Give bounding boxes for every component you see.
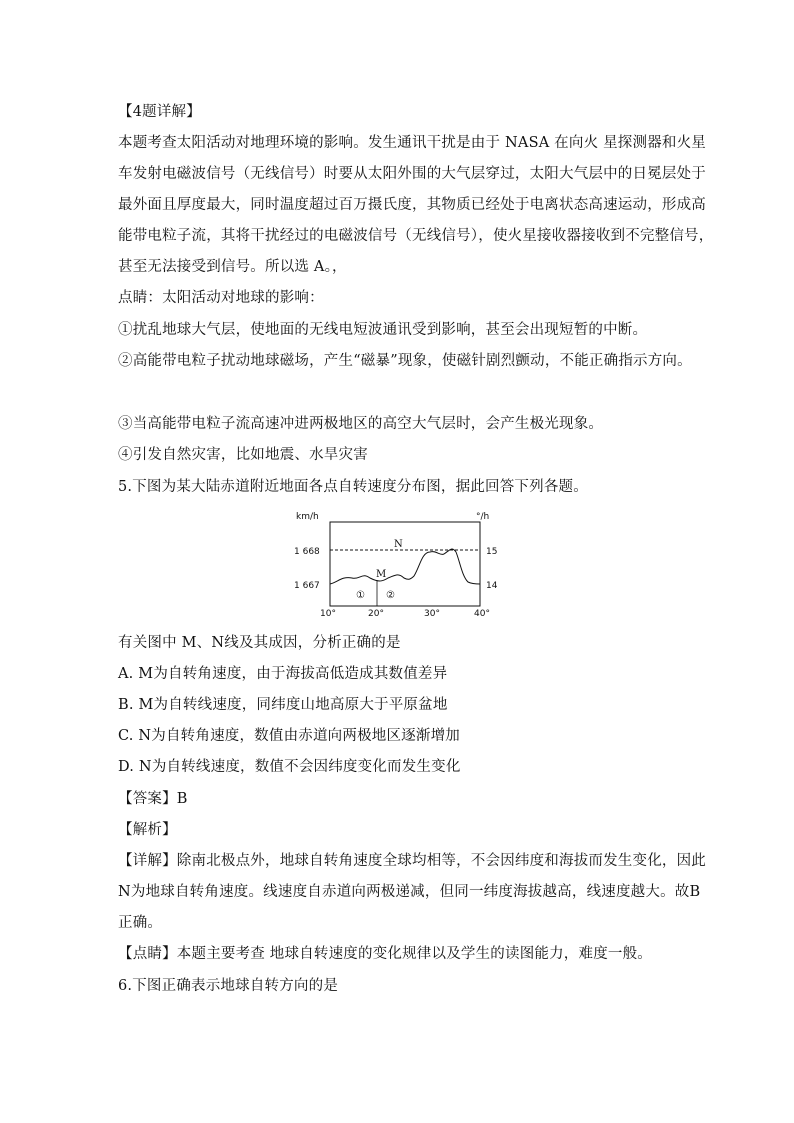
analysis-line: 正确。 [118, 915, 163, 931]
x-tick: 30° [424, 609, 440, 619]
analysis-title: 【解析】 [118, 822, 177, 838]
line-m [330, 549, 480, 584]
question-text: 有关图中 M、N线及其成因，分析正确的是 [118, 635, 401, 651]
left-tick-1667: 1 667 [294, 581, 320, 591]
marker-2: ② [386, 590, 395, 601]
x-tick: 20° [368, 609, 384, 619]
right-tick-14: 14 [486, 581, 498, 591]
paragraph-line: 甚至无法接受到信号。所以选 A。， [118, 259, 347, 275]
left-tick-1668: 1 668 [294, 547, 320, 557]
option-b: B. M为自转线速度，同纬度山地高原大于平原盆地 [118, 697, 448, 713]
right-axis-unit: °/h [476, 512, 490, 522]
x-tick: 40° [474, 609, 490, 619]
rotation-speed-figure [290, 506, 500, 620]
plot-frame [330, 522, 480, 606]
label-n: N [394, 539, 403, 550]
option-c: C. N为自转角速度，数值由赤道向两极地区逐渐增加 [118, 728, 460, 744]
paragraph-line: 本题考查太阳活动对地理环境的影响。发生通讯干扰是由于 NASA 在向火 星探测器和火星 [118, 135, 706, 151]
tip-item: ④引发自然灾害，比如地震、水旱灾害 [118, 447, 368, 463]
answer: 【答案】B [118, 791, 188, 807]
right-tick-15: 15 [486, 547, 498, 557]
rotation-speed-chart [290, 506, 500, 620]
paragraph-line: 车发射电磁波信号（无线信号）时要从太阳外围的大气层穿过，太阳大气层中的日冕层处于 [118, 166, 706, 182]
paragraph-line: 最外面且厚度最大，同时温度超过百万摄氏度，其物质已经处于电离状态高速运动，形成高 [118, 197, 706, 213]
paragraph-line: 能带电粒子流，其将干扰经过的电磁波信号（无线信号），使火星接收器接收到不完整信号， [118, 228, 714, 244]
tip-item: ③当高能带电粒子流高速冲进两极地区的高空大气层时，会产生极光现象。 [118, 416, 604, 432]
label-m: M [376, 569, 387, 580]
tip-item: ①扰乱地球大气层，使地面的无线电短波通讯受到影响，甚至会出现短暂的中断。 [118, 322, 648, 338]
option-a: A. M为自转角速度，由于海拔高低造成其数值差异 [118, 666, 448, 682]
question-stem: 6.下图正确表示地球自转方向的是 [118, 978, 339, 994]
question-stem: 5.下图为某大陆赤道附近地面各点自转速度分布图，据此回答下列各题。 [118, 479, 588, 495]
marker-1: ① [356, 590, 365, 601]
dianjing-line: 【点睛】本题主要考查 地球自转速度的变化规律以及学生的读图能力，难度一般。 [118, 946, 653, 962]
tip-title: 点睛：太阳活动对地球的影响： [118, 290, 324, 306]
option-d: D. N为自转线速度，数值不会因纬度变化而发生变化 [118, 759, 461, 775]
left-axis-unit: km/h [296, 512, 319, 522]
tip-item: ②高能带电粒子扰动地球磁场，产生“磁暴”现象，使磁针剧烈颤动，不能正确指示方向。 [118, 353, 692, 369]
section-heading: 【4题详解】 [118, 104, 201, 120]
x-tick: 10° [320, 609, 336, 619]
analysis-line: N为地球自转角速度。线速度自赤道向两极递减，但同一纬度海拔越高，线速度越大。故B [118, 884, 701, 900]
analysis-line: 【详解】除南北极点外，地球自转角速度全球均相等，不会因纬度和海拔而发生变化，因此 [118, 853, 706, 869]
